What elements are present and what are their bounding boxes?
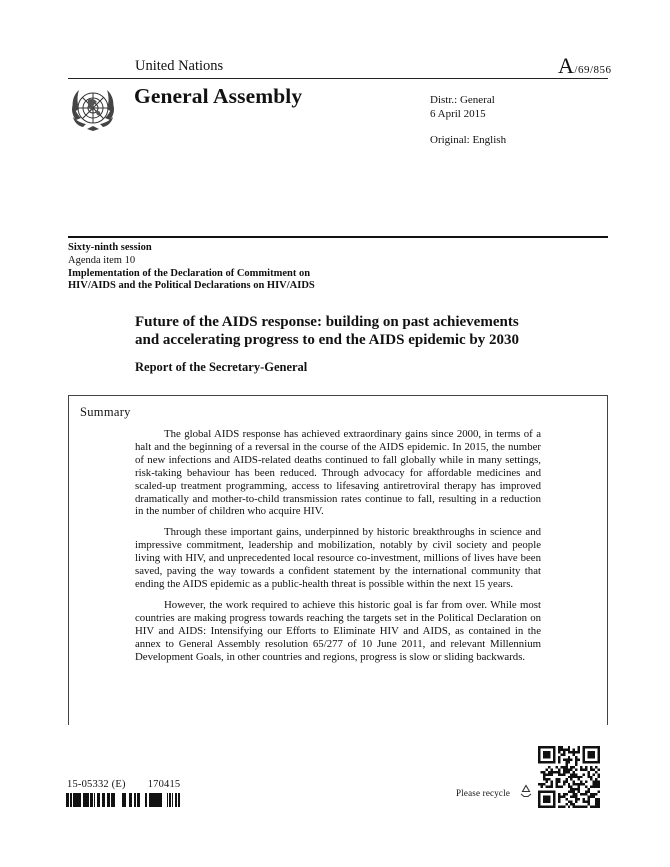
summary-paragraph: However, the work required to achieve this historic goal is far from over. While most countries are making progress towards reaching the targets set in the Political Declaration on HIV and AIDS: Intensifying our Efforts to Eliminate HIV and AIDS, as contained in the annex to General Assembly resolution 65/277 of 10 June 2011, and relevant Millennium Development Goals, in other countries and regions, progress is slow or sliding backwards. xyxy=(135,598,541,663)
session-block xyxy=(68,242,315,293)
footer-code xyxy=(67,779,202,790)
report-title-line1: Future of the AIDS response: building on past achievements xyxy=(135,314,519,330)
barcode-icon xyxy=(66,793,182,807)
agenda-item: Agenda item 10 xyxy=(68,254,136,266)
symbol-number: /69/856 xyxy=(574,64,612,76)
agenda-title-line2: HIV/AIDS and the Political Declarations on HIV/AIDS xyxy=(68,280,315,292)
un-emblem-icon xyxy=(66,82,120,136)
summary-label: Summary xyxy=(80,405,131,419)
summary-paragraph: Through these important gains, underpinned by historic breakthroughs in science and impressive commitment, leadership and mobilization, notably by civil society and people living with HIV, and unprecedented local resource co-investment, millions of lives have been saved, paving the way towards a confident statement by the international community that ending the AIDS epidemic as a public-health threat is possible within the next 15 years. xyxy=(135,526,541,590)
issue-date: 6 April 2015 xyxy=(430,108,486,120)
assembly-title: General Assembly xyxy=(134,84,303,108)
session-name: Sixty-ninth session xyxy=(68,242,152,253)
symbol-letter: A xyxy=(558,53,575,78)
document-code: 15-05332 (E) xyxy=(67,779,126,790)
recycle-icon xyxy=(519,784,533,798)
distribution-block xyxy=(430,93,506,147)
document-symbol xyxy=(558,53,612,79)
header-rule xyxy=(68,78,608,79)
report-title-line2: and accelerating progress to end the AIDS epidemic by 2030 xyxy=(135,332,520,348)
distr-label: Distr.: General xyxy=(430,94,495,106)
recycle-text: Please recycle xyxy=(456,788,511,798)
report-subtitle: Report of the Secretary-General xyxy=(135,360,308,374)
heading-rule xyxy=(68,236,608,238)
summary-paragraph: The global AIDS response has achieved extraordinary gains since 2000, in terms of a halt and the beginning of a reversal in the course of the AIDS epidemic. In 2015, the number of new infections and AIDS-related deaths continued to fall globally while in many settings, risk-taking behaviour has been reduced. Through advocacy for affordable medicines and scaled-up treatment programming, access to lifesaving antiretroviral therapy has improved dramatically and mother-to-child transmission rates continue to fall, resulting in a reduction in the number of children who acquire HIV. xyxy=(135,428,541,518)
agenda-title-line1: Implementation of the Declaration of Commitment on xyxy=(68,267,311,279)
original-language: Original: English xyxy=(430,134,507,146)
organization-name: United Nations xyxy=(135,58,224,74)
report-title xyxy=(135,313,565,349)
summary-text xyxy=(135,428,541,671)
date-code: 170415 xyxy=(147,779,181,790)
qr-code-icon xyxy=(538,746,600,808)
